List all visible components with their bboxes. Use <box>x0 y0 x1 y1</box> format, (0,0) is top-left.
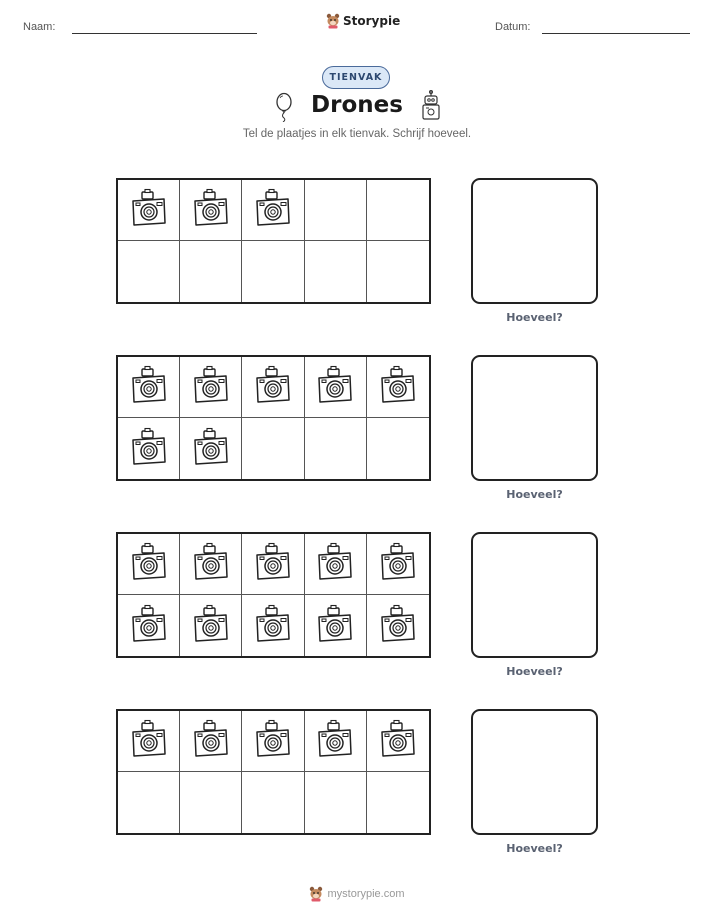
camera-icon <box>379 365 417 409</box>
ten-frame-cell <box>180 180 242 241</box>
ten-frame-cell <box>367 772 429 833</box>
ten-frame-cell <box>118 772 180 833</box>
camera-icon <box>192 604 230 648</box>
ten-frame-cell <box>367 241 429 302</box>
camera-icon <box>379 719 417 763</box>
instructions: Tel de plaatjes in elk tienvak. Schrijf hoeveel. <box>242 128 472 140</box>
ten-frame-cell <box>305 418 367 479</box>
camera-icon <box>316 365 354 409</box>
exercise-4 <box>0 709 714 869</box>
camera-icon <box>254 188 292 232</box>
page-title: Drones <box>311 92 403 118</box>
camera-icon <box>130 188 168 232</box>
ten-frame-cell <box>305 772 367 833</box>
ten-frame-cell <box>367 534 429 595</box>
ten-frame-cell <box>118 180 180 241</box>
ten-frame-cell <box>118 357 180 418</box>
ten-frame-cell <box>180 595 242 656</box>
exercise-2 <box>0 355 714 515</box>
ten-frame-cell <box>305 534 367 595</box>
ten-frame-cell <box>367 595 429 656</box>
ten-frame-cell <box>305 180 367 241</box>
storypie-mascot-icon <box>309 886 323 902</box>
ten-frame-cell <box>367 418 429 479</box>
camera-icon <box>192 542 230 586</box>
ten-frame-cell <box>305 711 367 772</box>
camera-icon <box>192 188 230 232</box>
camera-icon <box>130 719 168 763</box>
exercise-1 <box>0 178 714 338</box>
ten-frame <box>116 532 431 658</box>
ten-frame <box>116 178 431 304</box>
ten-frame-cell <box>242 534 304 595</box>
ten-frame-cell <box>242 241 304 302</box>
name-label: Naam: <box>23 21 56 33</box>
logo-text: Storypie <box>343 14 401 28</box>
answer-box[interactable] <box>471 355 598 481</box>
answer-label: Hoeveel? <box>506 311 563 324</box>
robot-icon <box>420 90 442 122</box>
ten-frame-cell <box>118 418 180 479</box>
ten-frame-cell <box>118 711 180 772</box>
exercise-3 <box>0 532 714 692</box>
camera-icon <box>316 542 354 586</box>
camera-icon <box>254 719 292 763</box>
ten-frame-cell <box>242 357 304 418</box>
ten-frame-cell <box>118 595 180 656</box>
answer-box[interactable] <box>471 532 598 658</box>
ten-frame <box>116 355 431 481</box>
camera-icon <box>192 365 230 409</box>
name-line[interactable] <box>72 33 257 34</box>
footer <box>0 886 714 902</box>
ten-frame-cell <box>367 357 429 418</box>
ten-frame-cell <box>118 534 180 595</box>
answer-box[interactable] <box>471 709 598 835</box>
ten-frame-cell <box>180 241 242 302</box>
ten-frame-cell <box>180 772 242 833</box>
ten-frame-cell <box>242 180 304 241</box>
storypie-logo <box>326 13 400 29</box>
ten-frame-cell <box>367 711 429 772</box>
answer-label: Hoeveel? <box>506 488 563 501</box>
camera-icon <box>379 542 417 586</box>
ten-frame-cell <box>180 418 242 479</box>
ten-frame-cell <box>242 418 304 479</box>
camera-icon <box>192 719 230 763</box>
ten-frame-cell <box>180 534 242 595</box>
date-label: Datum: <box>495 21 531 33</box>
camera-icon <box>254 604 292 648</box>
ten-frame <box>116 709 431 835</box>
camera-icon <box>130 604 168 648</box>
footer-url: mystorypie.com <box>327 888 405 900</box>
camera-icon <box>254 365 292 409</box>
storypie-mascot-icon <box>326 13 340 29</box>
camera-icon <box>130 365 168 409</box>
ten-frame-cell <box>305 241 367 302</box>
date-line[interactable] <box>542 33 690 34</box>
ten-frame-cell <box>242 595 304 656</box>
ten-frame-cell <box>242 772 304 833</box>
ten-frame-cell <box>180 357 242 418</box>
camera-icon <box>316 604 354 648</box>
ten-frame-cell <box>180 711 242 772</box>
camera-icon <box>130 427 168 471</box>
ten-frame-cell <box>118 241 180 302</box>
answer-box[interactable] <box>471 178 598 304</box>
answer-label: Hoeveel? <box>506 842 563 855</box>
camera-icon <box>192 427 230 471</box>
answer-label: Hoeveel? <box>506 665 563 678</box>
camera-icon <box>379 604 417 648</box>
camera-icon <box>130 542 168 586</box>
balloon-icon <box>274 92 294 122</box>
category-badge: TIENVAK <box>322 66 390 89</box>
ten-frame-cell <box>242 711 304 772</box>
camera-icon <box>254 542 292 586</box>
ten-frame-cell <box>305 595 367 656</box>
ten-frame-cell <box>367 180 429 241</box>
ten-frame-cell <box>305 357 367 418</box>
camera-icon <box>316 719 354 763</box>
